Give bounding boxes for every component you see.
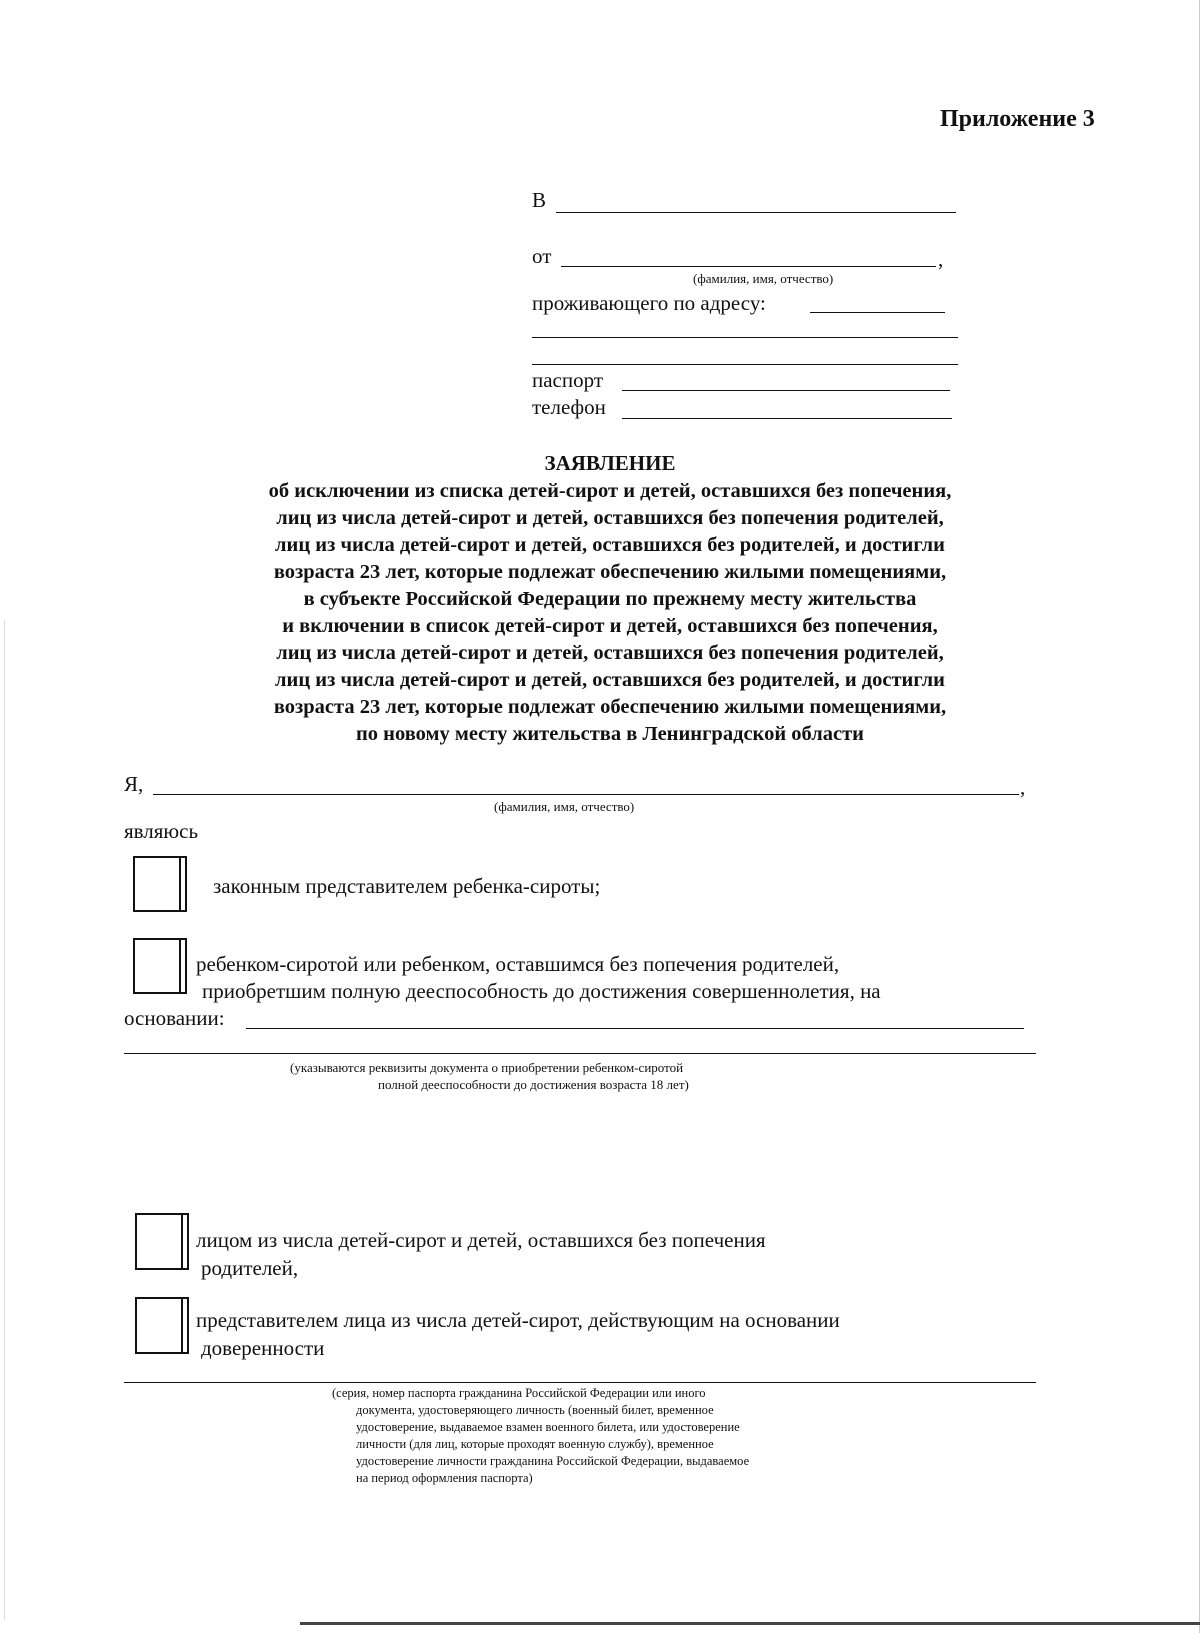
passport-field[interactable] (622, 390, 950, 391)
applicant-comma: , (1020, 775, 1026, 799)
basis-field-2[interactable] (124, 1053, 1036, 1054)
passport-hint-line: документа, удостоверяющего личность (военный билет, временное (356, 1403, 714, 1417)
title-line: об исключении из списка детей-сирот и детей, оставшихся без попечения, (268, 480, 952, 502)
passport-hint (332, 1385, 749, 1487)
proxy-label-line2: доверенности (201, 1336, 325, 1360)
passport-hint-line: личности (для лиц, которые проходят военную службу), временное (356, 1437, 714, 1451)
applicant-name-field[interactable] (153, 794, 1019, 795)
title-line: в субъекте Российской Федерации по прежнему месту жительства (303, 588, 917, 610)
orphan-checkbox[interactable] (133, 938, 181, 994)
title-line: возраста 23 лет, которые подлежат обеспечению жилыми помещениями, (273, 696, 947, 718)
being-label: являюсь (124, 819, 199, 843)
from-prefix: от (532, 244, 552, 268)
address-field-1[interactable] (810, 312, 945, 313)
basis-label: основании: (124, 1006, 225, 1030)
address-field-3[interactable] (532, 364, 958, 365)
phone-label: телефон (532, 395, 606, 419)
proxy-label-line1: представителем лица из числа детей-сирот, действующим на основании (196, 1308, 840, 1332)
title-line: возраста 23 лет, которые подлежат обеспечению жилыми помещениями, (273, 561, 947, 583)
statement-title (150, 450, 1070, 748)
scan-bottom-edge (300, 1622, 1200, 1625)
orphan-label-line2: приобретшим полную дееспособность до достижения совершеннолетия, на (202, 979, 881, 1003)
title-line: и включении в список детей-сирот и детей, оставшихся без попечения, (282, 615, 938, 637)
address-label: проживающего по адресу: (532, 291, 766, 315)
applicant-name-hint: (фамилия, имя, отчество) (494, 799, 635, 814)
phone-field[interactable] (622, 418, 952, 419)
person-label-line2: родителей, (201, 1256, 299, 1280)
statement-heading: ЗАЯВЛЕНИЕ (544, 451, 676, 475)
applicant-prefix: Я, (124, 772, 144, 796)
passport-details-field[interactable] (124, 1382, 1036, 1383)
passport-label: паспорт (532, 368, 604, 392)
passport-hint-line: удостоверение личности гражданина Российской Федерации, выдаваемое (356, 1454, 750, 1468)
proxy-checkbox[interactable] (135, 1297, 183, 1354)
basis-hint-2: полной дееспособности до достижения возраста 18 лет) (378, 1077, 689, 1092)
title-line: по новому месту жительства в Ленинградской области (356, 723, 864, 745)
legal-rep-label: законным представителем ребенка-сироты; (213, 874, 601, 898)
title-line: лиц из числа детей-сирот и детей, оставшихся без родителей, и достигли (275, 669, 945, 691)
orphan-label-line1: ребенком-сиротой или ребенком, оставшимся без попечения родителей, (196, 952, 840, 976)
to-prefix: В (532, 188, 547, 212)
passport-hint-line: (серия, номер паспорта гражданина Российской Федерации или иного (332, 1386, 706, 1400)
title-line: лиц из числа детей-сирот и детей, оставшихся без родителей, и достигли (275, 534, 945, 556)
basis-field-1[interactable] (246, 1028, 1024, 1029)
basis-hint-1: (указываются реквизиты документа о приобретении ребенком-сиротой (290, 1060, 684, 1075)
person-label-line1: лицом из числа детей-сирот и детей, оставшихся без попечения (196, 1228, 766, 1252)
address-field-2[interactable] (532, 337, 958, 338)
from-name-hint: (фамилия, имя, отчество) (693, 271, 834, 286)
legal-rep-checkbox[interactable] (133, 856, 181, 912)
to-field[interactable] (556, 212, 956, 213)
from-comma: , (938, 247, 944, 271)
person-checkbox[interactable] (135, 1213, 183, 1270)
appendix-label: Приложение 3 (940, 106, 1095, 132)
passport-hint-line: удостоверение, выдаваемое взамен военного билета, или удостоверение (356, 1420, 740, 1434)
from-name-field[interactable] (561, 266, 936, 267)
title-line: лиц из числа детей-сирот и детей, оставшихся без попечения родителей, (276, 642, 944, 664)
passport-hint-line: на период оформления паспорта) (356, 1471, 533, 1485)
title-line: лиц из числа детей-сирот и детей, оставшихся без попечения родителей, (276, 507, 944, 529)
scan-artifact-line (4, 620, 5, 1620)
